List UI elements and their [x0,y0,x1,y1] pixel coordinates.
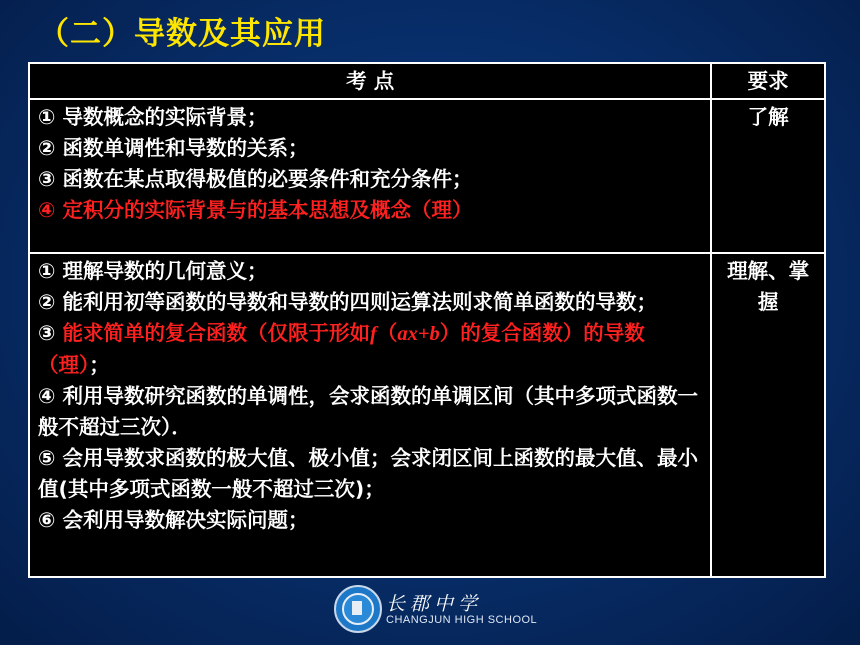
red-mid: （ [376,321,398,345]
list-item: ⑤ 会用导数求函数的极大值、极小值；会求闭区间上函数的最大值、最小值(其中多项式函数一般不超过三次)； [38,446,698,501]
item-marker: ③ [38,321,63,345]
item-tail: ； [89,353,110,377]
header-requirement: 要求 [711,63,825,99]
list-item: ② 能利用初等函数的导数和导数的四则运算法则求简单函数的导数； [38,290,657,314]
list-item: ③ 函数在某点取得极值的必要条件和充分条件； [38,167,473,191]
syllabus-table [28,62,826,578]
list-item [38,318,702,381]
list-item: ④ 利用导数研究函数的单调性，会求函数的单调区间（其中多项式函数一般不超过三次）． [38,384,698,439]
list-item: ⑥ 会利用导数解决实际问题； [38,508,309,532]
list-item: ② 函数单调性和导数的关系； [38,136,309,160]
list-item: ① 导数概念的实际背景； [38,105,268,129]
table-row [29,253,825,577]
formula-ab: ax+b [397,323,440,345]
slide-title: （二）导数及其应用 [38,16,326,52]
school-name-en: CHANGJUN HIGH SCHOOL [386,614,538,626]
header-points: 考 点 [29,63,711,99]
table-row [29,99,825,253]
red-suffix: ）的复合函数）的导数（理） [38,321,645,377]
requirement-cell: 理解、掌握 [711,253,825,577]
requirement-cell: 了解 [711,99,825,253]
list-item: ① 理解导数的几何意义； [38,259,268,283]
red-text [38,321,645,377]
table-header-row [29,63,825,99]
school-emblem-icon [334,585,382,633]
red-prefix: 能求简单的复合函数（仅限于形如 [62,321,370,345]
points-cell [29,253,711,577]
school-name-cn: 长郡中学 [386,593,483,615]
list-item: ④ 定积分的实际背景与的基本思想及概念（理） [38,198,473,222]
formula-f: f [370,323,377,345]
points-cell [29,99,711,253]
